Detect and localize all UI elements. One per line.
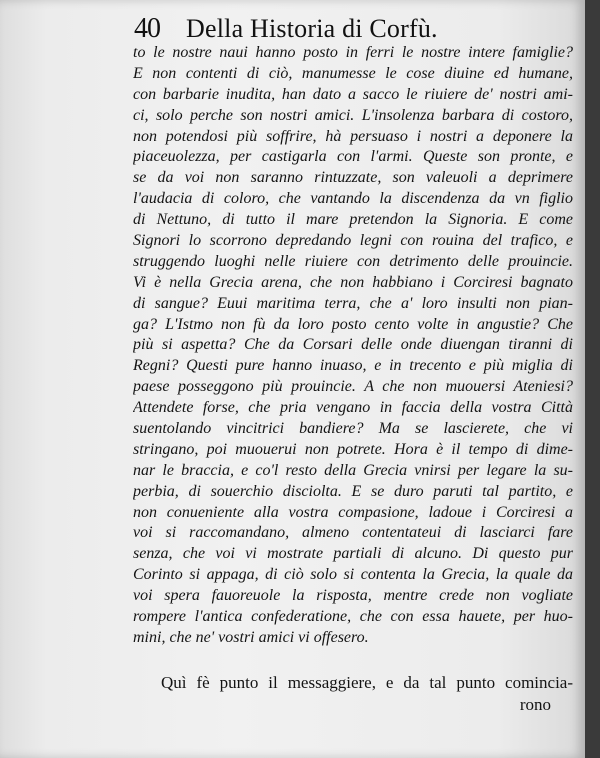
text-line: stringano, poi muouerui non potrete. Hora è il tempo di dime- (133, 440, 573, 458)
text-line: Regni? Questi pure hanno inuaso, e in trecento e più miglia di (133, 357, 573, 375)
text-line: Quì fè punto il messaggiere, e da tal punto comincia- (161, 673, 573, 692)
text-line: struggendo luoghi nelle riuiere con detrimento delle prouincie. (133, 252, 573, 270)
text-line: di Nettuno, di tutto il mare pretendon la Signoria. E come (133, 211, 573, 229)
text-line: mini, che ne' vostri amici vi offesero. (133, 628, 369, 646)
text-line: paese posseggono più prouincie. A che non muouersi Ateniesi? (133, 378, 573, 396)
page-header (134, 12, 554, 46)
text-line: rompere l'antica confederatione, che con essa hauete, per huo- (133, 608, 573, 626)
text-line: voi si raccomandano, almeno contentateui di lasciarci fare (133, 524, 573, 542)
text-line: piaceuolezza, per castigarla con l'armi. Queste son pronte, e (133, 148, 573, 166)
text-line: rono (519, 695, 551, 714)
text-line: con barbarie inudita, han dato a sacco le riuiere de' nostri ami- (133, 85, 573, 103)
text-line: nar le braccia, e co'l resto della Grecia vnirsi per legare la su- (133, 461, 573, 479)
text-line: ga? L'Istmo non fù da loro posto cento volte in angustie? Che (133, 315, 573, 333)
running-title: Della Historia di Corfù. (186, 14, 438, 43)
text-line: Signori lo scorrono depredando legni con rouina del trafico, e (133, 232, 573, 250)
text-line: voi spera fauoreuole la risposta, mentre crede non vogliate (133, 587, 573, 605)
page-number: 40 (134, 13, 160, 44)
text-line: suentolando vincitrici bandiere? Ma se lascierete, che vi (133, 420, 573, 438)
text-line: non conueniente alla vostra compasione, ladoue i Corciresi a (133, 503, 573, 521)
text-line: se da voi non saranno rintuzzate, son valeuoli a deprimere (133, 169, 573, 187)
text-line: l'audacia di coloro, che vantando la discendenza da vn figlio (133, 190, 573, 208)
text-line: Attendete forse, che pria vengano in faccia della vostra Città (133, 399, 573, 417)
text-line: perbia, di souerchio disciolta. E se duro paruti tal partito, e (133, 482, 573, 500)
body-text (133, 43, 573, 649)
text-line: Vi è nella Grecia arena, che non habbiano i Corciresi bagnato (133, 273, 573, 291)
text-line: più si aspetta? Che da Corsari delle onde diuengan tiranni di (133, 336, 573, 354)
text-line: non potendosi più soffrire, hà persuaso i nostri a deponere la (133, 127, 573, 145)
text-line: ci, solo perche son nostri amici. L'insolenza barbara di costoro, (133, 106, 573, 124)
text-line: senza, che voi vi mostrate partiali di alcuno. Di questo pur (133, 545, 573, 563)
text-line: Corinto si appaga, di ciò solo si contenta la Grecia, la quale da (133, 566, 573, 584)
text-line: E non contenti di ciò, manumesse le cose diuine ed humane, (133, 64, 573, 82)
closing-paragraph (133, 672, 573, 716)
text-line: to le nostre naui hanno posto in ferri le nostre intere famiglie? (133, 44, 573, 61)
text-line: di sangue? Euui maritima terra, che a' loro insulti non pian- (133, 294, 573, 312)
